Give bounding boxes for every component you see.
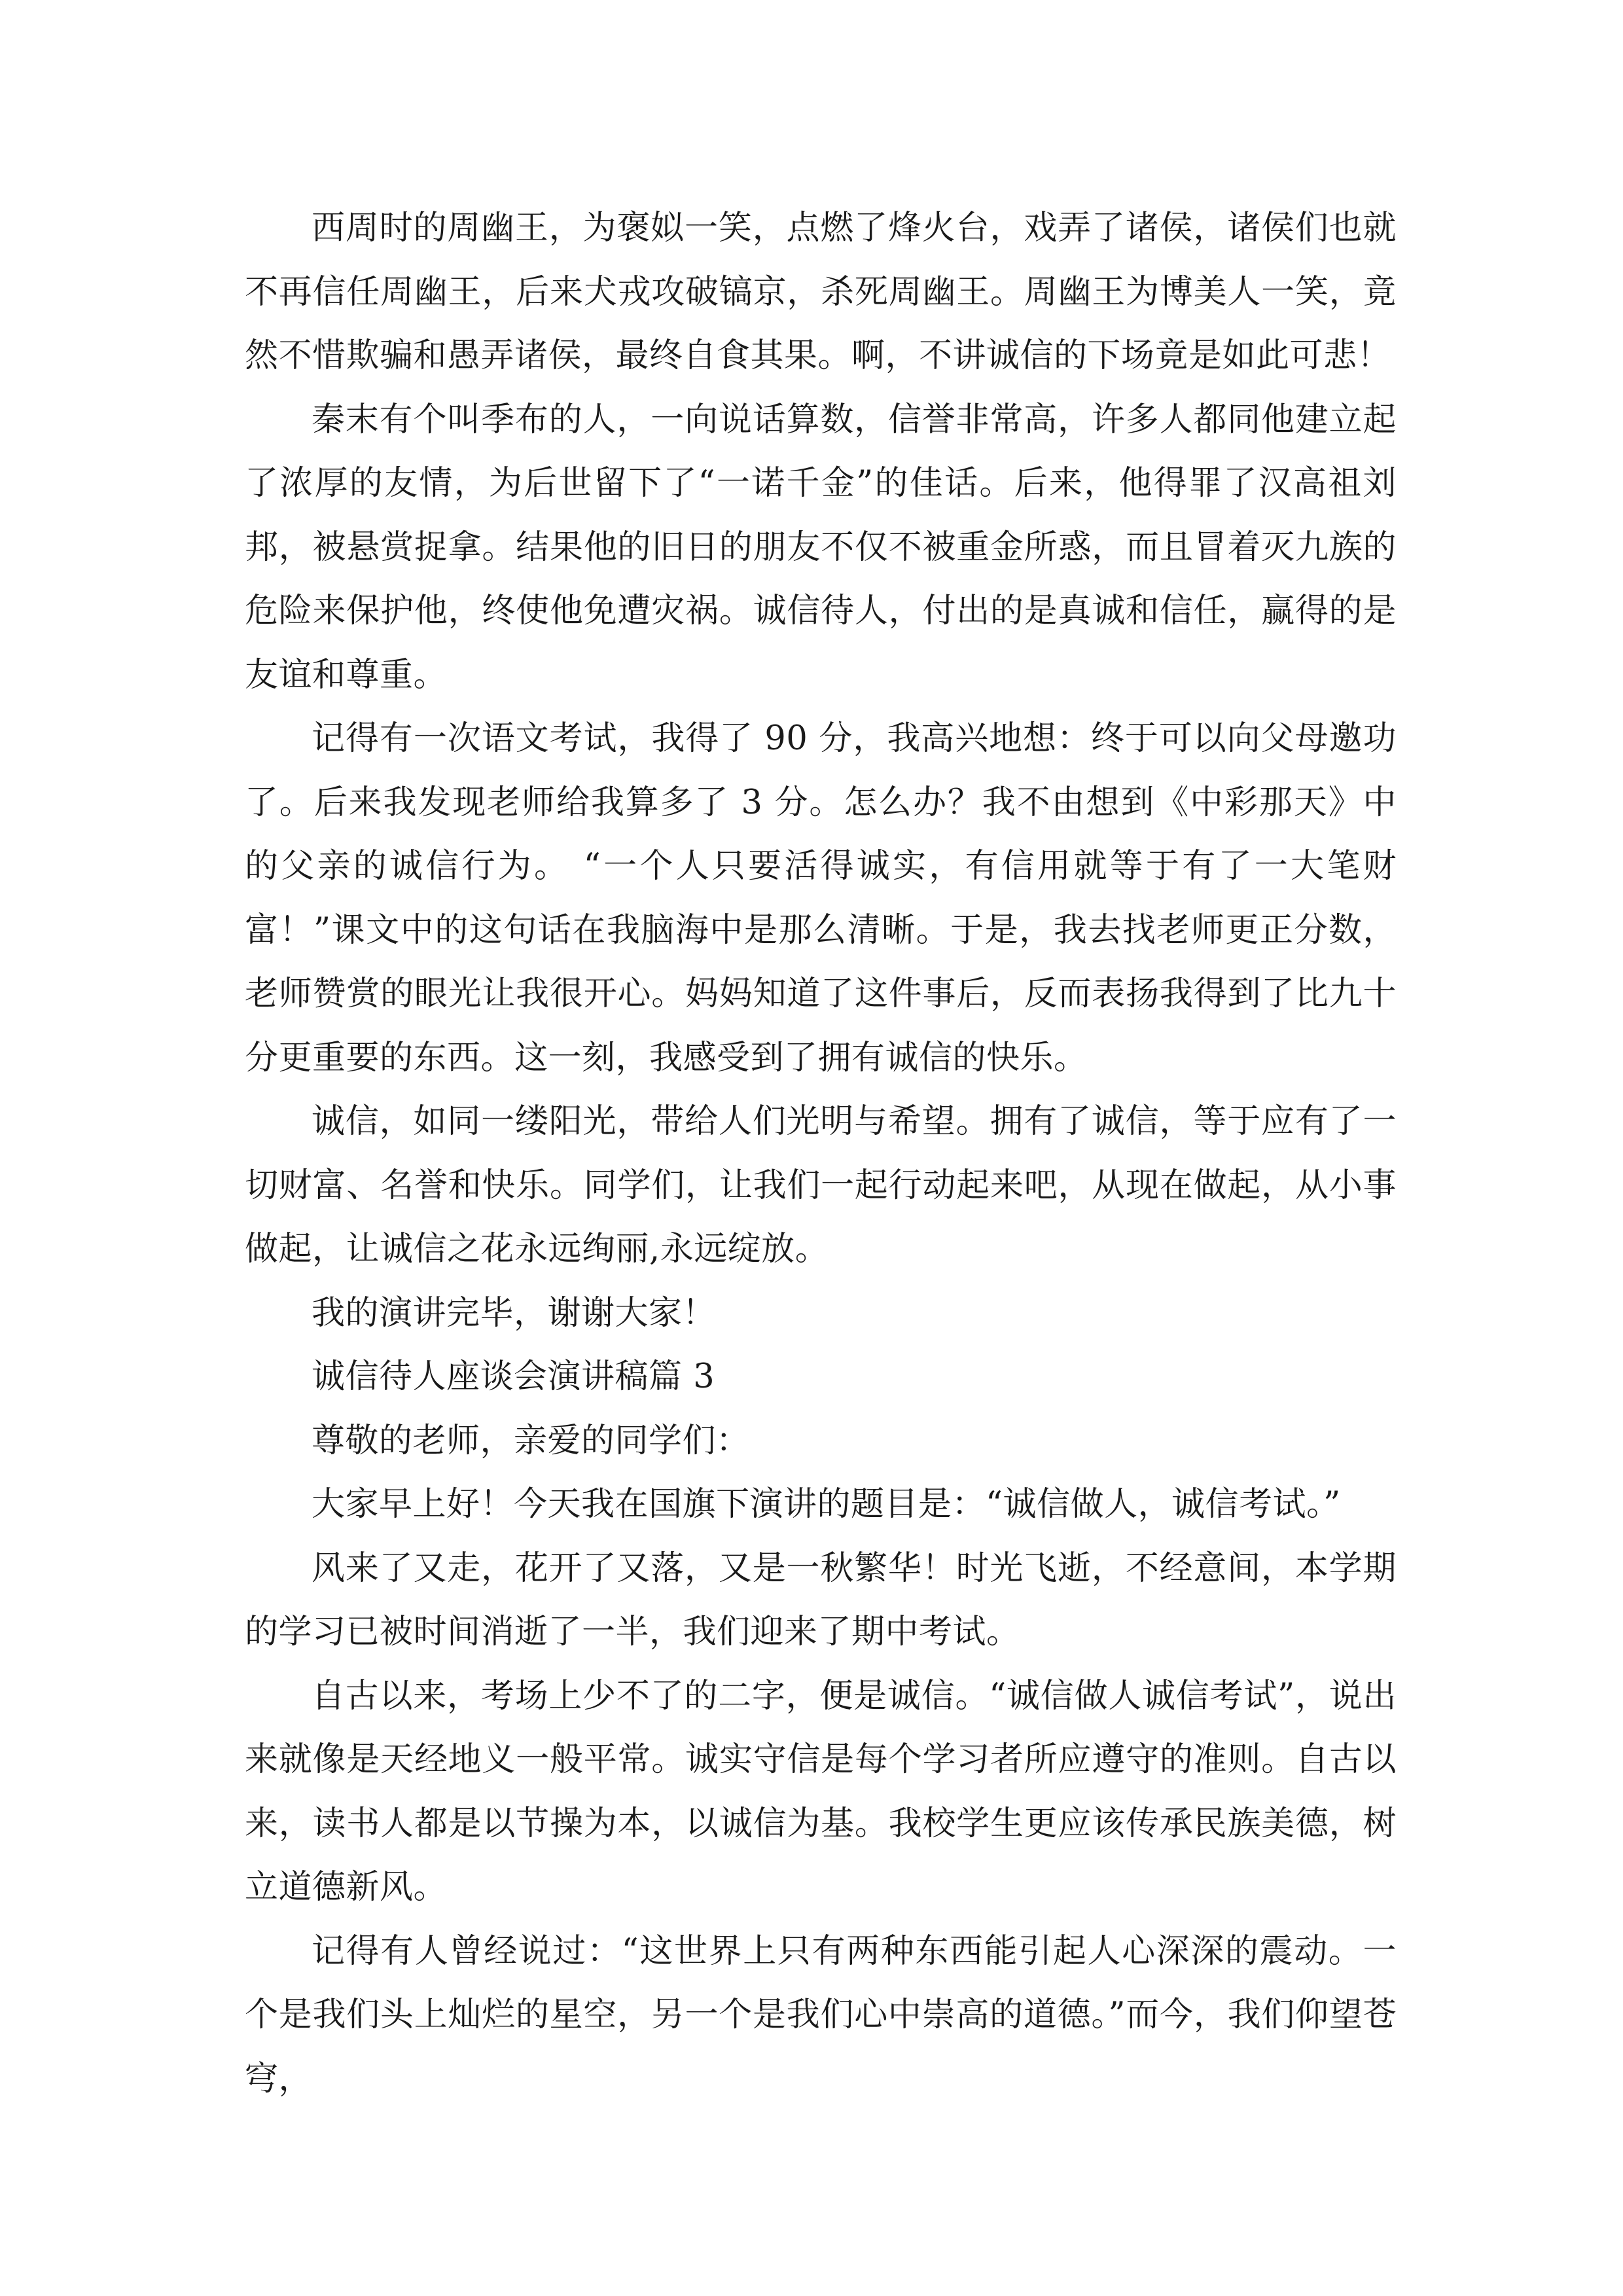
paragraph-zhou-youwang: 西周时的周幽王，为褒姒一笑，点燃了烽火台，戏弄了诸侯，诸侯们也就不再信任周幽王，后来犬戎攻破镐京，杀死周幽王。周幽王为博美人一笑，竟然不惜欺骗和愚弄诸侯，最终自食其果。啊，不讲诚信的下场竟是如此可悲！ (245, 209, 1397, 375)
section-heading: 诚信待人座谈会演讲稿篇 3 (312, 1357, 715, 1396)
paragraph-greeting: 大家早上好！今天我在国旗下演讲的题目是：“诚信做人，诚信考试。” (312, 1485, 1341, 1524)
paragraph-salutation: 尊敬的老师，亲爱的同学们： (312, 1421, 750, 1460)
paragraph-chinese-exam: 记得有一次语文考试，我得了 90 分，我高兴地想：终于可以向父母邀功了。后来我发现老师给我算多了 3 分。怎么办？我不由想到《中彩那天》中的父亲的诚信行为。 “一个人只要活得诚实，有信用就等于有了一大笔财富！”课文中的这句话在我脑海中是那么清晰。于是，我去找老师更正分数，老师赞赏的眼光让我很开心。妈妈知道了这件事后，反而表扬我得到了比九十分更重要的东西。这一刻，我感受到了拥有诚信的快乐。 (245, 719, 1397, 1077)
document-body (245, 196, 1397, 2111)
paragraph-since-ancient-times: 自古以来，考场上少不了的二字，便是诚信。“诚信做人诚信考试”，说出来就像是天经地义一般平常。诚实守信是每个学习者所应遵守的准则。自古以来，读书人都是以节操为本，以诚信为基。我校学生更应该传承民族美德，树立道德新风。 (245, 1676, 1397, 1907)
paragraph-starry-sky: 记得有人曾经说过：“这世界上只有两种东西能引起人心深深的震动。一个是我们头上灿烂的星空，另一个是我们心中崇高的道德。”而今，我们仰望苍穹， (245, 1931, 1397, 2098)
paragraph-speech-end: 我的演讲完毕，谢谢大家！ (312, 1293, 717, 1333)
paragraph-ji-bu: 秦末有个叫季布的人，一向说话算数，信誉非常高，许多人都同他建立起了浓厚的友情，为后世留下了“一诺千金”的佳话。后来，他得罪了汉高祖刘邦，被悬赏捉拿。结果他的旧日的朋友不仅不被重金所惑，而且冒着灭九族的危险来保护他，终使他免遭灾祸。诚信待人，付出的是真诚和信任，赢得的是友谊和尊重。 (245, 400, 1397, 694)
paragraph-integrity-sunlight: 诚信，如同一缕阳光，带给人们光明与希望。拥有了诚信，等于应有了一切财富、名誉和快乐。同学们，让我们一起行动起来吧，从现在做起，从小事做起，让诚信之花永远绚丽,永远绽放。 (245, 1102, 1397, 1268)
paragraph-seasons: 风来了又走，花开了又落，又是一秋繁华！时光飞逝，不经意间，本学期的学习已被时间消逝了一半，我们迎来了期中考试。 (245, 1549, 1397, 1651)
